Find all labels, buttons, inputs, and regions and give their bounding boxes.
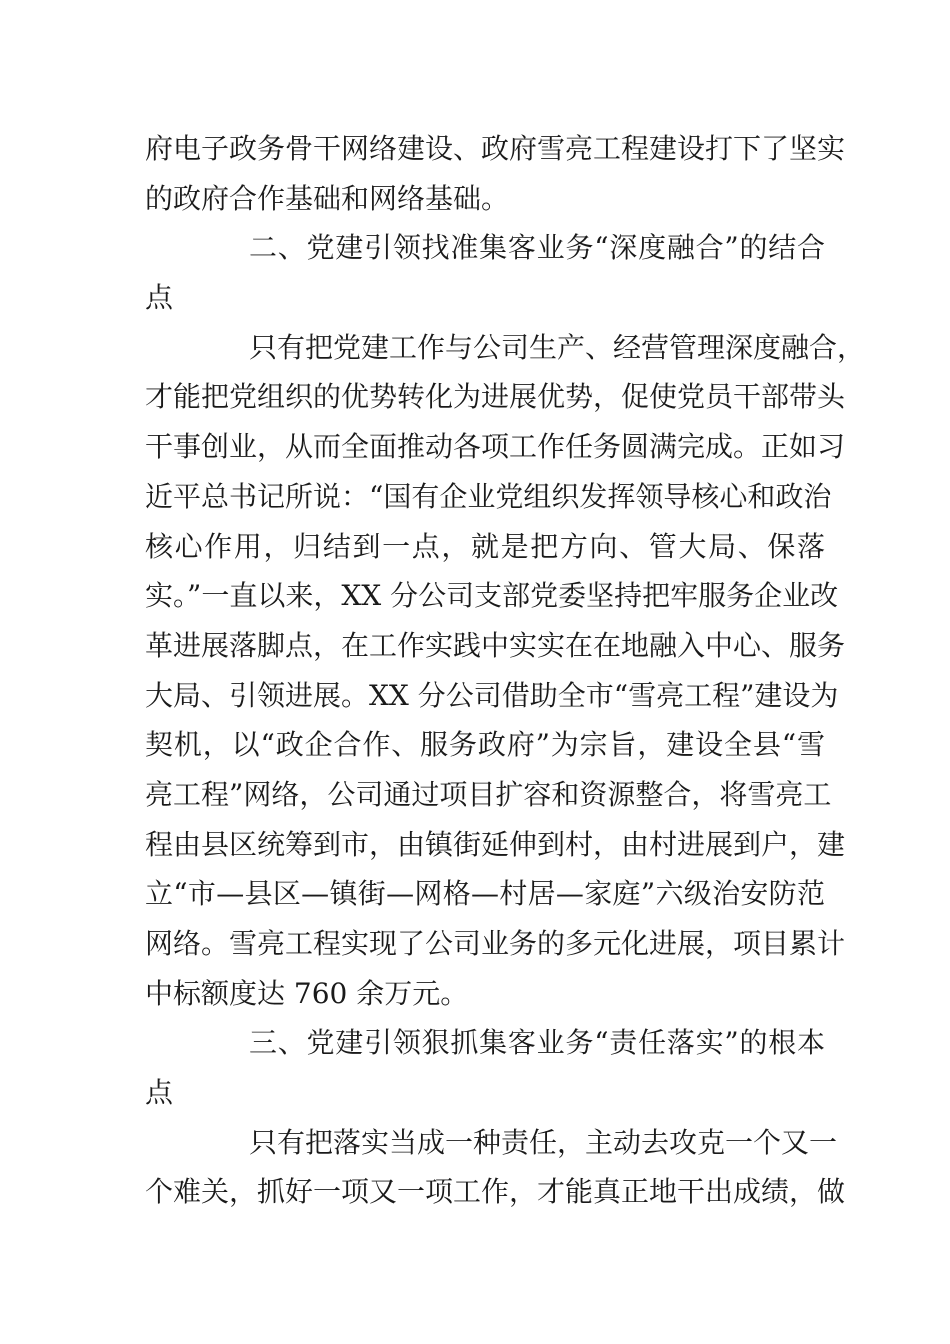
section-heading: 二、党建引领找准集客业务“深度融合”的结合 xyxy=(249,231,825,265)
paragraph-first-line: 只有把党建工作与公司生产、经营管理深度融合， xyxy=(249,330,866,364)
text-line: 立“市—县区—镇街—网格—村居—家庭”六级治安防范 xyxy=(145,877,825,911)
section-heading: 三、党建引领狠抓集客业务“责任落实”的根本 xyxy=(249,1026,825,1060)
text-line: 实。”一直以来，XX 分公司支部党委坚持把牢服务企业改 xyxy=(145,579,839,613)
section-heading-continuation: 点 xyxy=(145,1076,174,1110)
text-line: 网络。雪亮工程实现了公司业务的多元化进展，项目累计 xyxy=(145,927,846,960)
text-line: 个难关，抓好一项又一项工作，才能真正地干出成绩，做 xyxy=(145,1175,846,1209)
text-line: 近平总书记所说：“国有企业党组织发挥领导核心和政治 xyxy=(145,479,832,513)
text-line: 府电子政务骨干网络建设、政府雪亮工程建设打下了坚实 xyxy=(145,132,846,165)
text-line: 的政府合作基础和网络基础。 xyxy=(145,181,510,215)
text-line: 大局、引领进展。XX 分公司借助全市“雪亮工程”建设为 xyxy=(145,678,839,712)
text-line: 契机，以“政企合作、服务政府”为宗旨，建设全县“雪 xyxy=(145,728,825,762)
text-line: 才能把党组织的优势转化为进展优势，促使党员干部带头 xyxy=(145,380,846,414)
text-line: 革进展落脚点，在工作实践中实实在在地融入中心、服务 xyxy=(145,628,846,662)
text-line: 程由县区统筹到市，由镇街延伸到村，由村进展到户，建 xyxy=(145,827,846,861)
text-line: 亮工程”网络，公司通过项目扩容和资源整合，将雪亮工 xyxy=(145,777,832,811)
document-body xyxy=(145,124,866,1217)
text-line: 干事创业，从而全面推动各项工作任务圆满完成。正如习 xyxy=(145,430,846,464)
text-line: 中标额度达 760 余万元。 xyxy=(145,976,469,1010)
paragraph-first-line: 只有把落实当成一种责任，主动去攻克一个又一 xyxy=(249,1125,838,1159)
text-line: 核心作用，归结到一点，就是把方向、管大局、保落 xyxy=(145,529,825,563)
section-heading-continuation: 点 xyxy=(145,281,174,315)
